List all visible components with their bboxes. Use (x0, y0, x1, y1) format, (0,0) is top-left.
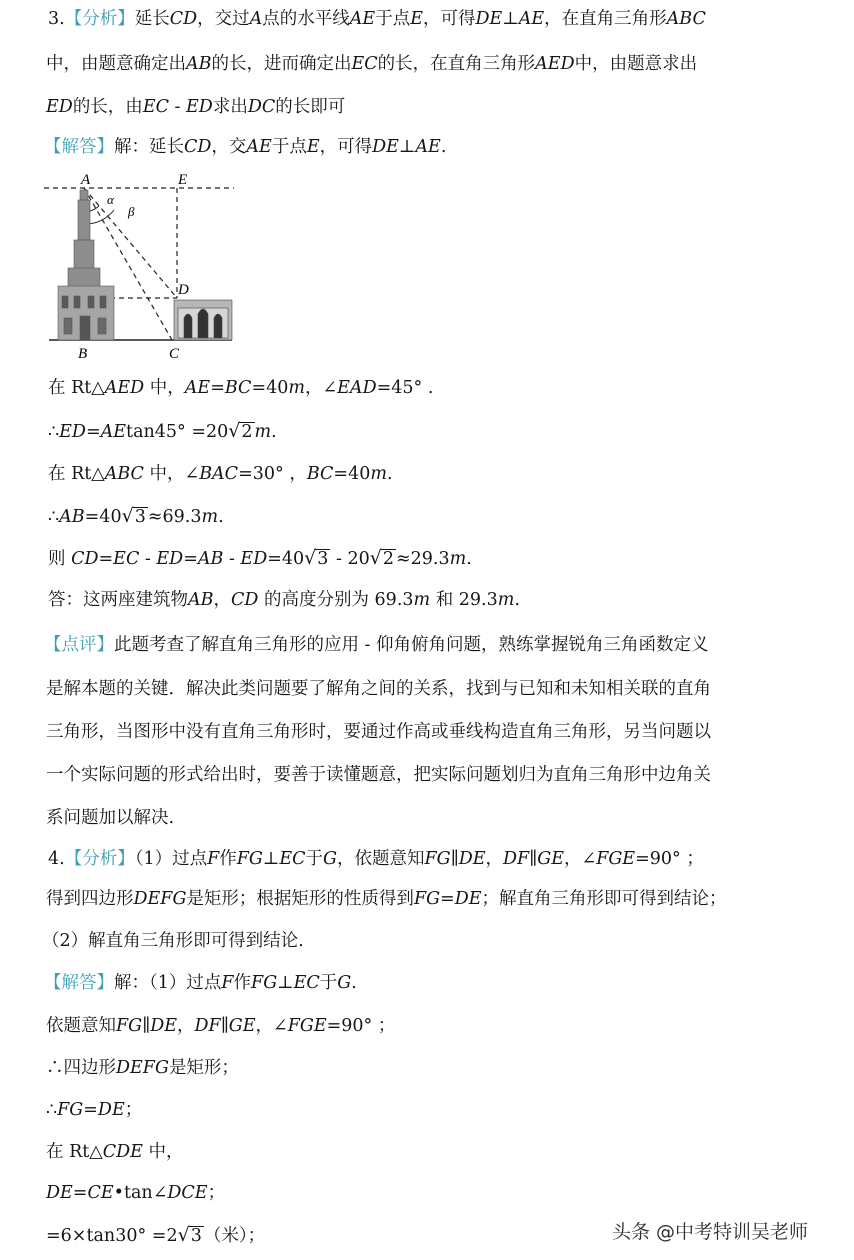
p4-solution-line5: 在 Rt△CDE 中， (46, 1142, 184, 1162)
p4-solution-line6: DE=CE•tan∠DCE； (46, 1183, 226, 1203)
label-alpha: α (107, 192, 114, 207)
p4-analysis-line2: 得到四边形DEFG是矩形；根据矩形的性质得到FG=DE；解直角三角形即可得到结论； (46, 889, 727, 909)
p4-analysis-line1: 4.【分析】（1）过点F作FG⊥EC于G，依题意知FG∥DE，DF∥GE，∠FGE=90° ； (48, 849, 704, 869)
p4-solution-line3: ∴四边形DEFG是矩形； (46, 1058, 239, 1078)
analysis-tag: 【分析】 (64, 9, 135, 29)
calc-line4: ∴AB=40√3 ≈69.3m. (48, 505, 224, 527)
solution-tag: 【解答】 (44, 137, 114, 157)
comment-line1: 【点评】此题考查了解直角三角形的应用 - 仰角俯角问题，熟练掌握锐角三角函数定义 (44, 635, 709, 655)
building-elevation-figure (44, 168, 244, 363)
calc-line3: 在 Rt△ABC 中，∠BAC=30° ，BC=40m. (48, 464, 393, 484)
calc-line1: 在 Rt△AED 中，AE=BC=40m，∠EAD=45° . (48, 378, 434, 398)
label-beta: β (128, 204, 135, 219)
watermark: 头条 @中考特训吴老师 (612, 1221, 809, 1243)
p3-analysis-line2: 中，由题意确定出AB的长，进而确定出EC的长，在直角三角形AED中，由题意求出 (46, 54, 698, 74)
comment-tag: 【点评】 (44, 635, 114, 655)
calc-line5: 则 CD=EC - ED=AB - ED=40√3 - 20√2 ≈29.3m. (48, 547, 472, 569)
comment-line5: 系问题加以解决. (46, 808, 175, 828)
calc-line2: ∴ED=AEtan45° =20√2 m. (48, 420, 277, 442)
p4-analysis-line3: （2）解直角三角形即可得到结论. (42, 931, 304, 951)
solution-tag-4: 【解答】 (44, 973, 114, 993)
short-building (174, 300, 232, 340)
comment-line4: 一个实际问题的形式给出时，要善于读懂题意，把实际问题划归为直角三角形中边角关 (46, 765, 711, 785)
label-C: C (169, 346, 180, 362)
label-B: B (78, 346, 88, 362)
p4-solution-line2: 依题意知FG∥DE，DF∥GE，∠FGE=90° ； (46, 1016, 396, 1036)
label-D: D (178, 282, 189, 298)
p3-solution-line1: 【解答】解：延长CD，交AE于点E，可得DE⊥AE. (44, 137, 447, 157)
p3-analysis-line3: ED的长，由EC - ED求出DC的长即可 (46, 97, 346, 117)
comment-line3: 三角形，当图形中没有直角三角形时，要通过作高或垂线构造直角三角形，另当问题以 (46, 722, 711, 742)
calc-line6: 答：这两座建筑物AB，CD 的高度分别为 69.3m 和 29.3m. (48, 590, 520, 610)
tall-building (58, 190, 114, 340)
label-A: A (81, 172, 91, 188)
p4-solution-line1: 【解答】解：（1）过点F作FG⊥EC于G. (44, 973, 357, 993)
analysis-tag-4: 【分析】 (64, 849, 135, 869)
p4-solution-line7: =6×tan30° =2√3 （米）； (46, 1224, 266, 1246)
comment-line2: 是解本题的关键．解决此类问题要了解角之间的关系，找到与已知和未知相关联的直角 (46, 679, 711, 699)
p3-analysis-line1: 3.【分析】延长CD，交过A点的水平线AE于点E，可得DE⊥AE，在直角三角形ABC (48, 9, 706, 29)
label-E: E (178, 172, 188, 188)
p4-solution-line4: ∴FG=DE； (46, 1100, 143, 1120)
